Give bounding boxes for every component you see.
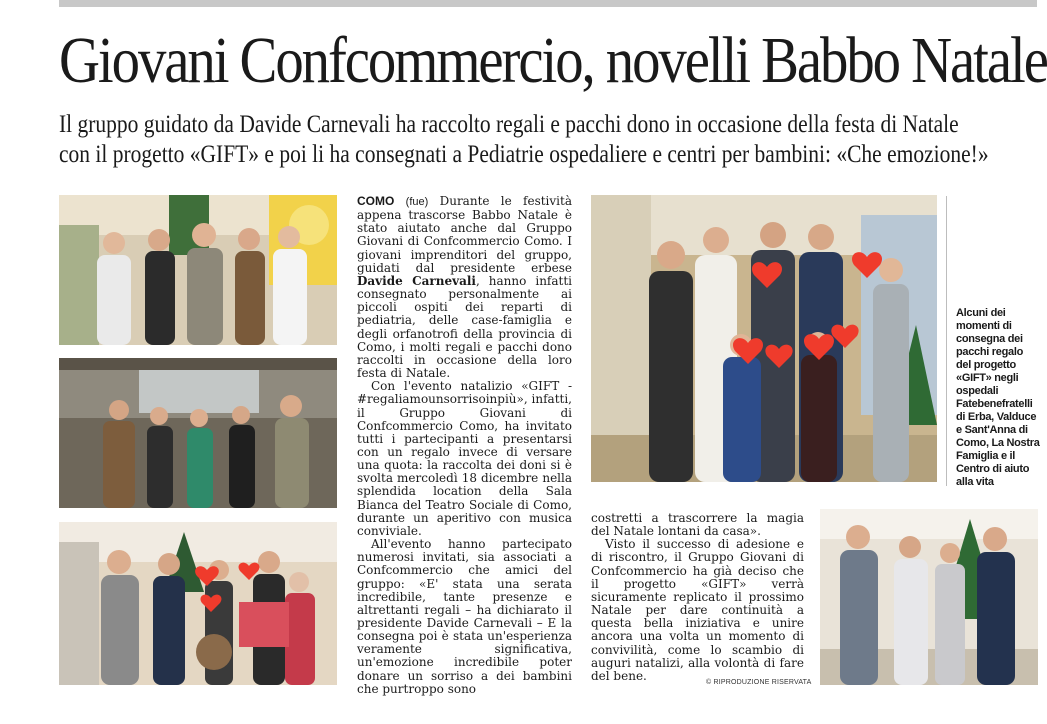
dateline: COMO (357, 194, 395, 208)
top-rule (59, 0, 1037, 7)
article-column-2 (591, 512, 804, 683)
person-name: Davide Carnevali (357, 273, 476, 288)
paragraph-5: Visto il successo di adesione e di riscontro, il Gruppo Giovani di Confcommercio ha già deciso che il progetto «GIFT» verrà sicuramente replicato il prossimo Natale per dare continuità a questa bella iniziativa e unire ancora una volta un momento di convivilità, come lo scambio di auguri natalizi, alla volontà di fare del bene. (591, 537, 804, 683)
article-column-1 (357, 195, 572, 696)
headline: Giovani Confcommercio, novelli Babbo Natale (59, 24, 1047, 97)
photo-group-christmas-tree (820, 509, 1038, 685)
copyright-notice: © RIPRODUZIONE RISERVATA (706, 679, 812, 686)
paragraph-1-text-b: , hanno infatti consegnato personalmente ai piccoli ospiti dei reparti di pediatria, delle case-famiglia e degli orfanotrofi della provincia di Como, i molti regali e pacchi dono raccolti in occasione della loro festa di Natale. (357, 273, 573, 381)
photo-hospital-group-2 (59, 358, 337, 508)
photo-pediatric-ward (591, 195, 937, 482)
author: (fue) (405, 196, 429, 208)
photo-children-gifts (59, 522, 337, 685)
paragraph-2: Con l'evento natalizio «GIFT - #regaliamounsorrisoinpiù», infatti, il Gruppo Giovani di Confcommercio Como, ha invitato tutti i partecipanti a presentarsi con un regalo invece di versare una quota: la raccolta dei doni si è svolta mercoledì 18 dicembre nella splendida location della Sala Bianca del Teatro Sociale di Como, durante un aperitivo con musica conviviale. (357, 379, 572, 538)
paragraph-3: All'evento hanno partecipato numerosi invitati, sia associati a Confcommercio che amici del gruppo: «E' stata una serata incredibile, tante presenze e altrettanti regali – ha dichiarato il presidente Davide Carnevali – E la consegna poi è stata un'esperienza veramente significativa, un'emozione incredibile poter donare un sorriso a dei bambini che purtroppo sono (357, 537, 572, 696)
photo-hospital-group-1 (59, 195, 337, 345)
subhead-line-2: con il progetto «GIFT» e poi li ha consegnati a Pediatrie ospedaliere e centri per bambini: «Che emozione!» (59, 141, 989, 168)
paragraph-1 (357, 195, 572, 380)
paragraph-4: costretti a trascorrere la magia del Natale lontani da casa». (591, 511, 804, 539)
caption-divider (946, 196, 947, 486)
photo-caption: Alcuni dei momenti di consegna dei pacchi regalo del progetto «GIFT» negli ospedali Fatebenefratelli di Erba, Valduce e Sant'Anna di Como, La Nostra Famiglia e il Centro di aiuto alla vita (956, 307, 1040, 488)
subhead (59, 110, 1031, 170)
subhead-line-1: Il gruppo guidato da Davide Carnevali ha raccolto regali e pacchi dono in occasione della festa di Natale (59, 111, 959, 138)
paragraph-1-text-a: Durante le festività appena trascorse Babbo Natale è stato aiutato anche dal Gruppo Giovani di Confcommercio Como. I giovani imprenditori del gruppo, guidati dal presidente erbese (357, 194, 572, 275)
